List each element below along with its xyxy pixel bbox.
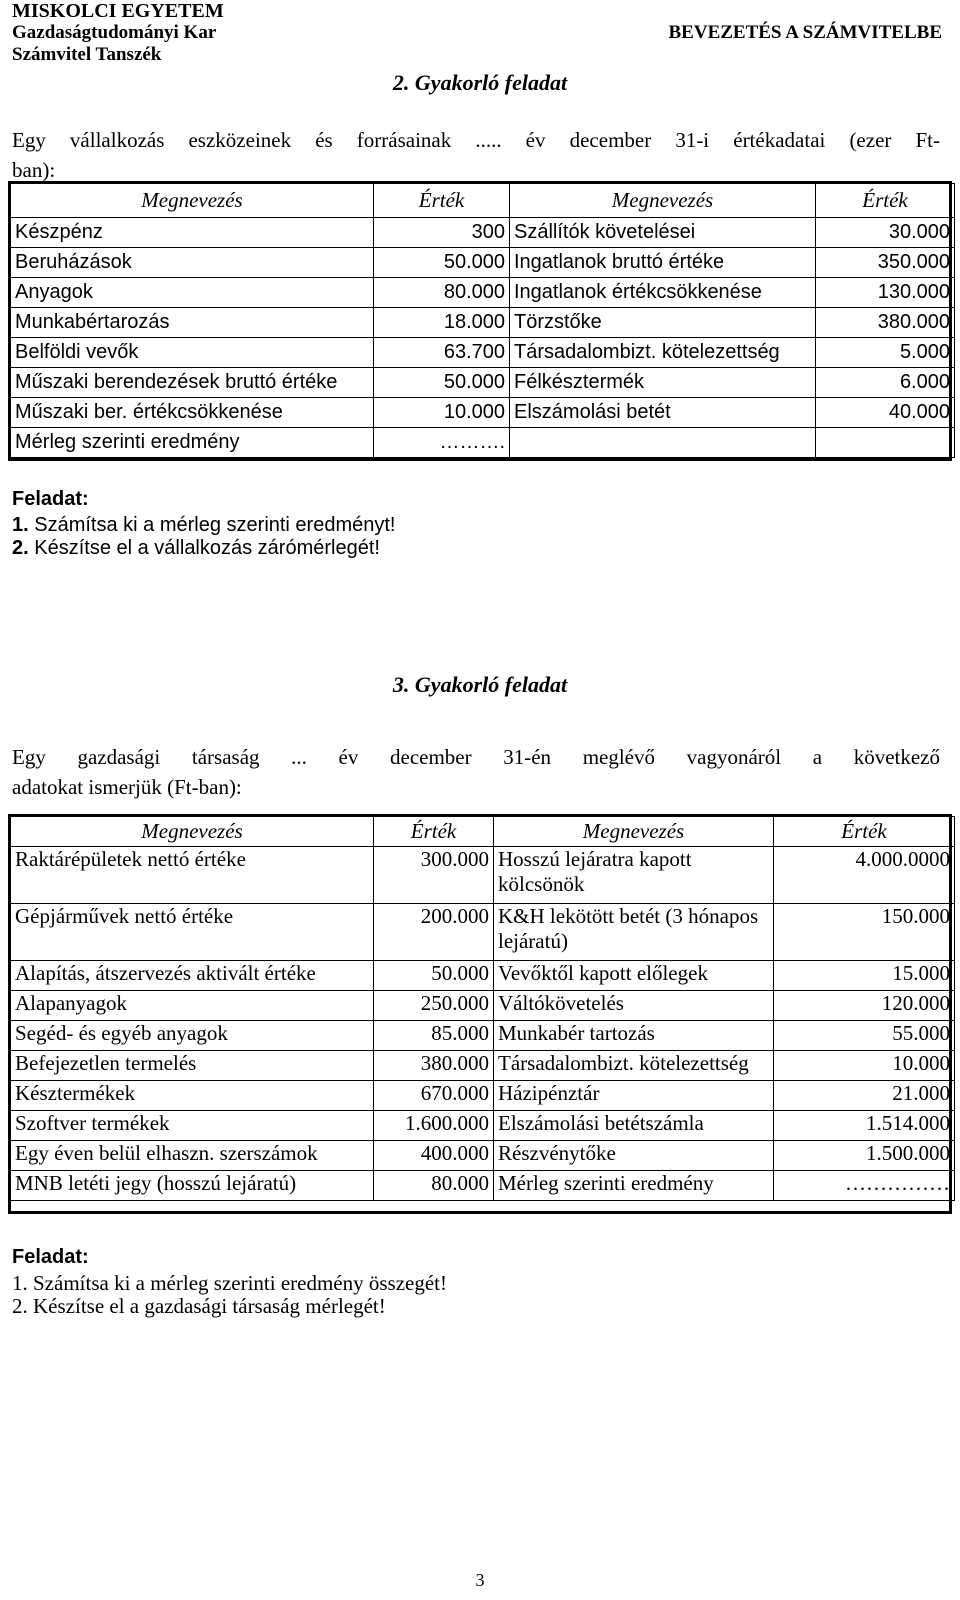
item-name-cell: Egy éven belül elhaszn. szerszámok xyxy=(11,1141,374,1171)
item-value-cell: 21.000 xyxy=(774,1081,955,1111)
column-header: Érték xyxy=(374,184,510,218)
column-header: Megnevezés xyxy=(11,184,374,218)
item-name-cell: Anyagok xyxy=(11,278,374,308)
item-name-cell: Segéd- és egyéb anyagok xyxy=(11,1021,374,1051)
item-value-cell: 380.000 xyxy=(374,1051,494,1081)
item-value-cell: 55.000 xyxy=(774,1021,955,1051)
item-name-cell: Befejezetlen termelés xyxy=(11,1051,374,1081)
table-row xyxy=(11,1081,955,1111)
item-value-cell: 1.600.000 xyxy=(374,1111,494,1141)
item-value-cell: 10.000 xyxy=(774,1051,955,1081)
exercise2-intro xyxy=(12,125,940,185)
exercise2-table xyxy=(10,183,955,458)
item-value-cell: 85.000 xyxy=(374,1021,494,1051)
item-name-cell: Ingatlanok értékcsökkenése xyxy=(510,278,816,308)
item-value-cell: 300.000 xyxy=(374,847,494,904)
item-value-cell: 1.514.000 xyxy=(774,1111,955,1141)
table-row xyxy=(11,991,955,1021)
table-row xyxy=(11,248,955,278)
item-name-cell: Társadalombizt. kötelezettség xyxy=(510,338,816,368)
table-row xyxy=(11,1111,955,1141)
item-name-cell: Váltókövetelés xyxy=(494,991,774,1021)
table-row xyxy=(11,961,955,991)
exercise3-tasks xyxy=(12,1246,447,1318)
table-row xyxy=(11,278,955,308)
task-label: Feladat: xyxy=(12,1246,89,1268)
table-row xyxy=(11,398,955,428)
item-name-cell: Hosszú lejáratra kapott kölcsönök xyxy=(494,847,774,904)
exercise2-title: 2. Gyakorló feladat xyxy=(392,70,568,95)
item-value-cell: 80.000 xyxy=(374,1171,494,1201)
item-value-cell: 670.000 xyxy=(374,1081,494,1111)
table-row xyxy=(11,308,955,338)
item-value-cell: 50.000 xyxy=(374,248,510,278)
faculty-name: Gazdaságtudományi Kar xyxy=(12,22,217,43)
item-value-cell: 50.000 xyxy=(374,368,510,398)
exercise2-intro-line2: ban): xyxy=(12,158,56,182)
item-value-cell: ………. xyxy=(374,428,510,458)
exercise3-intro-line2: adatokat ismerjük (Ft-ban): xyxy=(12,775,242,799)
item-name-cell: Munkabér tartozás xyxy=(494,1021,774,1051)
exercise3-intro-line1: Egy gazdasági társaság ... év december 31-én meglévő vagyonáról a következő xyxy=(12,745,940,769)
item-value-cell: 250.000 xyxy=(374,991,494,1021)
item-value-cell: 40.000 xyxy=(816,398,955,428)
item-value-cell: 15.000 xyxy=(774,961,955,991)
table-row xyxy=(11,904,955,961)
table-row xyxy=(11,1171,955,1201)
item-name-cell: Félkésztermék xyxy=(510,368,816,398)
item-name-cell: Elszámolási betétszámla xyxy=(494,1111,774,1141)
item-value-cell: 5.000 xyxy=(816,338,955,368)
item-name-cell: Részvénytőke xyxy=(494,1141,774,1171)
exercise3-title: 3. Gyakorló feladat xyxy=(392,672,568,697)
department-name: Számvitel Tanszék xyxy=(12,44,162,65)
item-value-cell: 130.000 xyxy=(816,278,955,308)
item-value-cell: 63.700 xyxy=(374,338,510,368)
item-value-cell xyxy=(816,428,955,458)
item-name-cell: Gépjárművek nettó értéke xyxy=(11,904,374,961)
item-name-cell: MNB letéti jegy (hosszú lejáratú) xyxy=(11,1171,374,1201)
item-name-cell xyxy=(510,428,816,458)
exercise2-intro-line1: Egy vállalkozás eszközeinek és forrásainak ..... év december 31-i értékadatai (ezer Ft- xyxy=(12,128,940,152)
task-item: 1. Számítsa ki a mérleg szerinti eredményt! xyxy=(12,514,396,536)
column-header: Megnevezés xyxy=(510,184,816,218)
item-name-cell: Alapítás, átszervezés aktivált értéke xyxy=(11,961,374,991)
item-name-cell: Mérleg szerinti eredmény xyxy=(11,428,374,458)
exercise2-tasks xyxy=(12,488,395,560)
item-value-cell: 350.000 xyxy=(816,248,955,278)
item-name-cell: Munkabértarozás xyxy=(11,308,374,338)
exercise3-intro xyxy=(12,742,940,802)
item-value-cell: 4.000.0000 xyxy=(774,847,955,904)
item-name-cell: Ingatlanok bruttó értéke xyxy=(510,248,816,278)
item-name-cell: Társadalombizt. kötelezettség xyxy=(494,1051,774,1081)
item-value-cell: 1.500.000 xyxy=(774,1141,955,1171)
item-value-cell: 400.000 xyxy=(374,1141,494,1171)
item-value-cell: 200.000 xyxy=(374,904,494,961)
item-name-cell: Műszaki ber. értékcsökkenése xyxy=(11,398,374,428)
column-header: Megnevezés xyxy=(494,817,774,847)
table-row xyxy=(11,338,955,368)
column-header: Érték xyxy=(816,184,955,218)
task-item: 2. Készítse el a vállalkozás zárómérlegét! xyxy=(12,537,380,559)
item-name-cell: Alapanyagok xyxy=(11,991,374,1021)
item-value-cell: 6.000 xyxy=(816,368,955,398)
item-value-cell: …………… xyxy=(774,1171,955,1201)
table-row xyxy=(11,428,955,458)
item-name-cell: Elszámolási betét xyxy=(510,398,816,428)
page-number: 3 xyxy=(475,1570,485,1590)
item-value-cell: 80.000 xyxy=(374,278,510,308)
item-name-cell: Mérleg szerinti eredmény xyxy=(494,1171,774,1201)
table-row xyxy=(11,1021,955,1051)
item-name-cell: Késztermékek xyxy=(11,1081,374,1111)
course-title: BEVEZETÉS A SZÁMVITELBE xyxy=(668,22,942,43)
item-value-cell: 18.000 xyxy=(374,308,510,338)
item-value-cell: 50.000 xyxy=(374,961,494,991)
item-name-cell: Beruházások xyxy=(11,248,374,278)
task-item: 2. Készítse el a gazdasági társaság mérlegét! xyxy=(12,1294,386,1318)
item-value-cell: 30.000 xyxy=(816,218,955,248)
table-row xyxy=(11,1141,955,1171)
item-value-cell: 300 xyxy=(374,218,510,248)
table-header-row xyxy=(11,184,955,218)
item-name-cell: Szoftver termékek xyxy=(11,1111,374,1141)
university-name: MISKOLCI EGYETEM xyxy=(12,0,224,22)
column-header: Érték xyxy=(374,817,494,847)
table-row xyxy=(11,847,955,904)
item-value-cell: 120.000 xyxy=(774,991,955,1021)
exercise3-table xyxy=(10,816,955,1201)
item-name-cell: Raktárépületek nettó értéke xyxy=(11,847,374,904)
table-row xyxy=(11,218,955,248)
task-label: Feladat: xyxy=(12,488,89,510)
item-name-cell: Vevőktől kapott előlegek xyxy=(494,961,774,991)
item-name-cell: Házipénztár xyxy=(494,1081,774,1111)
item-value-cell: 380.000 xyxy=(816,308,955,338)
institution-block xyxy=(12,0,224,66)
task-item: 1. Számítsa ki a mérleg szerinti eredmény összegét! xyxy=(12,1271,448,1295)
item-name-cell: Készpénz xyxy=(11,218,374,248)
column-header: Megnevezés xyxy=(11,817,374,847)
item-value-cell: 150.000 xyxy=(774,904,955,961)
item-name-cell: Szállítók követelései xyxy=(510,218,816,248)
table-row xyxy=(11,1051,955,1081)
table-header-row xyxy=(11,817,955,847)
item-name-cell: Műszaki berendezések bruttó értéke xyxy=(11,368,374,398)
table-row xyxy=(11,368,955,398)
column-header: Érték xyxy=(774,817,955,847)
item-name-cell: Belföldi vevők xyxy=(11,338,374,368)
item-value-cell: 10.000 xyxy=(374,398,510,428)
item-name-cell: K&H lekötött betét (3 hónapos lejáratú) xyxy=(494,904,774,961)
item-name-cell: Törzstőke xyxy=(510,308,816,338)
